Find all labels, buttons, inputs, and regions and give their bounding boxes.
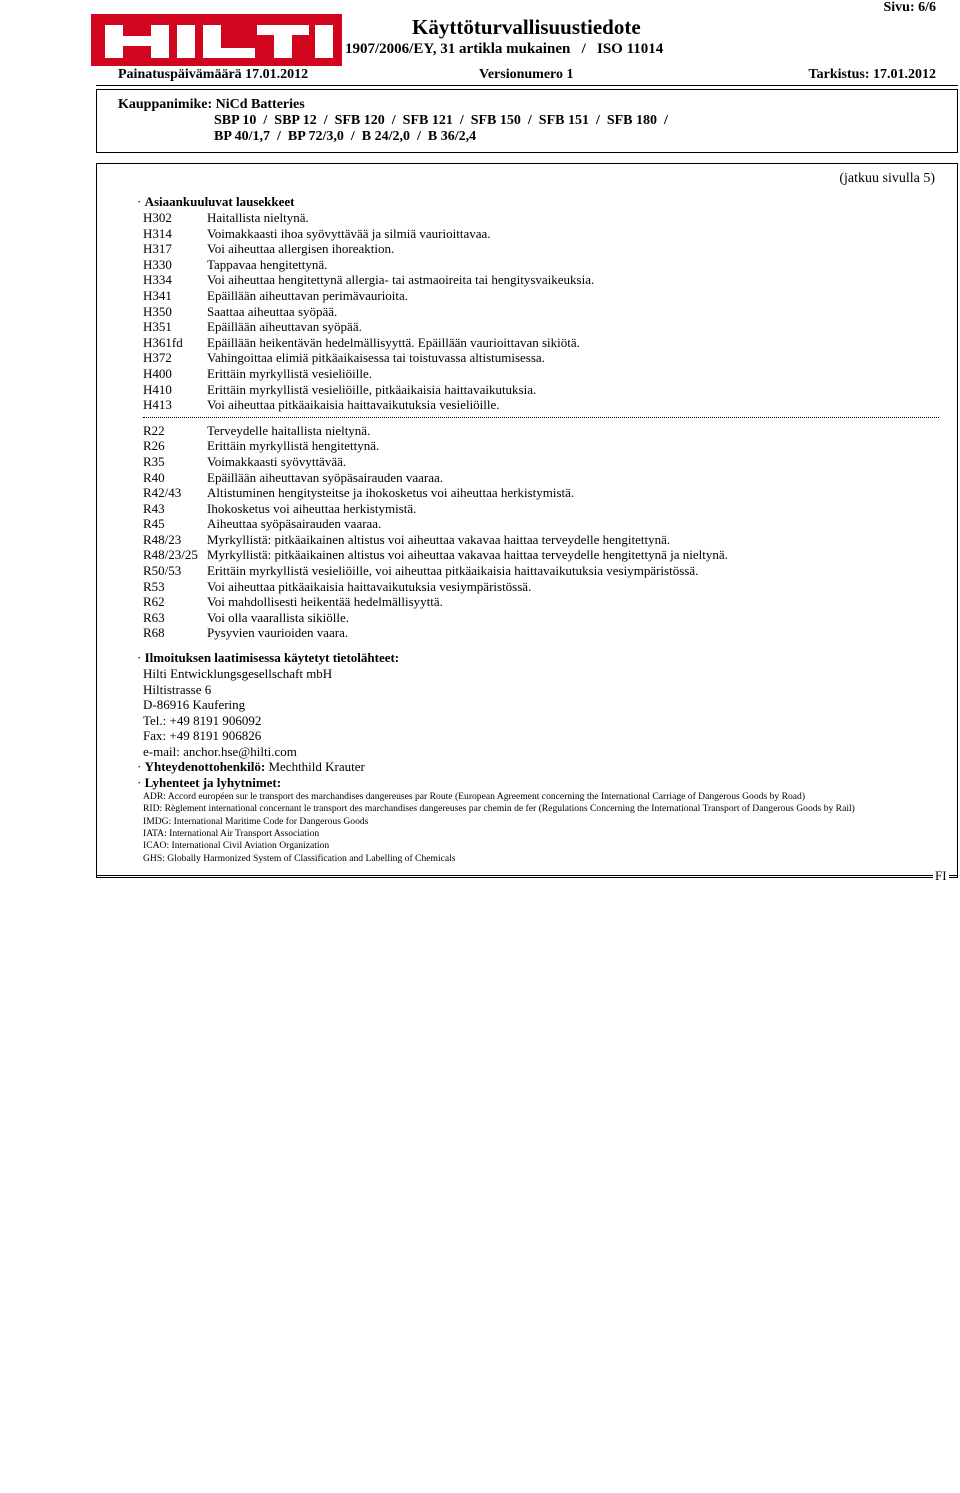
- source-line: Hiltistrasse 6: [143, 681, 212, 697]
- abbreviation-line: ADR: Accord européen sur le transport des marchandises dangereuses par Route (European Agreement concerning the International Carriage of Dangerous Goods by Road): [143, 791, 806, 803]
- h-code: H410: [143, 381, 172, 397]
- contact-value: Mechthild Krauter: [265, 759, 365, 775]
- h-text: Voi aiheuttaa pitkäaikaisia haittavaikutuksia vesieliöille.: [207, 397, 500, 413]
- abbreviation-line: ICAO: International Civil Aviation Organization: [143, 840, 330, 852]
- print-date: Painatuspäivämäärä 17.01.2012: [118, 67, 309, 82]
- r-code: R43: [143, 500, 165, 516]
- h-text: Epäillään heikentävän hedelmällisyyttä. Epäillään vaurioittavan sikiötä.: [207, 334, 580, 350]
- r-row: [137, 501, 947, 517]
- r-text: Voi mahdollisesti heikentää hedelmällisyyttä.: [207, 594, 443, 610]
- abbreviation-line: IMDG: International Maritime Code for Dangerous Goods: [143, 815, 369, 827]
- h-phrase-list: [137, 210, 947, 413]
- sources-title: Ilmoituksen laatimisessa käytetyt tietolähteet:: [144, 650, 400, 666]
- r-row: [137, 470, 947, 486]
- r-row: [137, 532, 947, 548]
- phrases-title: Asiaankuuluvat lausekkeet: [144, 194, 295, 209]
- h-code: H314: [143, 225, 172, 241]
- h-code: H334: [143, 272, 172, 288]
- bullet-dot: ·: [137, 759, 145, 775]
- dotted-separator: [143, 417, 939, 418]
- r-row: [137, 454, 947, 470]
- r-row: [137, 423, 947, 439]
- source-line: e-mail: anchor.hse@hilti.com: [143, 743, 297, 759]
- h-row: [137, 382, 947, 398]
- h-text: Vahingoittaa elimiä pitkäaikaisessa tai toistuvassa altistumisessa.: [207, 350, 545, 366]
- product-models-2: BP 40/1,7 / BP 72/3,0 / B 24/2,0 / B 36/2,4: [214, 129, 477, 144]
- h-text: Voi aiheuttaa allergisen ihoreaktion.: [207, 241, 395, 257]
- h-text: Epäillään aiheuttavan syöpää.: [207, 319, 362, 335]
- revision-date: Tarkistus: 17.01.2012: [808, 67, 936, 82]
- footer-divider: [96, 875, 958, 876]
- page-number: Sivu: 6/6: [883, 0, 936, 15]
- abbreviation-line: RID: Règlement international concernant le transport des marchandises dangereuses par chemin de fer (Regulations Concerning the International Transport of Dangerous Goods by Rail): [143, 803, 855, 815]
- r-text: Myrkyllistä: pitkäaikainen altistus voi aiheuttaa vakavaa haittaa terveydelle hengitettynä ja nieltynä.: [207, 547, 728, 563]
- h-row: [137, 350, 947, 366]
- h-row: [137, 226, 947, 242]
- r-row: [137, 516, 947, 532]
- h-row: [137, 304, 947, 320]
- h-text: Haitallista nieltynä.: [207, 210, 309, 225]
- bullet-dot: ·: [137, 194, 145, 209]
- h-code: H341: [143, 287, 172, 303]
- h-row: [137, 335, 947, 351]
- r-text: Epäillään aiheuttavan syöpäsairauden vaaraa.: [207, 469, 444, 485]
- h-code: H413: [143, 397, 172, 413]
- sources-list: [137, 666, 947, 759]
- h-code: H361fd: [143, 334, 183, 350]
- r-text: Voi olla vaarallista sikiölle.: [207, 609, 350, 625]
- r-text: Erittäin myrkyllistä vesieliöille, voi aiheuttaa pitkäaikaisia haittavaikutuksia vesiympäristössä.: [207, 563, 699, 579]
- source-line: Fax: +49 8191 906826: [143, 728, 262, 744]
- r-code: R42/43: [143, 485, 182, 501]
- r-text: Aiheuttaa syöpäsairauden vaaraa.: [207, 516, 382, 532]
- h-row: [137, 319, 947, 335]
- r-text: Myrkyllistä: pitkäaikainen altistus voi aiheuttaa vakavaa haittaa terveydelle hengitettynä.: [207, 531, 671, 547]
- h-row: [137, 272, 947, 288]
- abbreviations-list: [137, 791, 947, 865]
- r-code: R35: [143, 453, 165, 469]
- r-code: R48/23: [143, 531, 182, 547]
- continued-note: (jatkuu sivulla 5): [839, 171, 935, 186]
- h-text: Tappavaa hengitettynä.: [207, 256, 328, 272]
- r-text: Erittäin myrkyllistä hengitettynä.: [207, 438, 380, 454]
- r-text: Voimakkaasti syövyttävää.: [207, 453, 347, 469]
- h-row: [137, 257, 947, 273]
- r-code: R63: [143, 609, 165, 625]
- r-row: [137, 438, 947, 454]
- document-subtitle: 1907/2006/EY, 31 artikla mukainen / ISO 11014: [345, 41, 664, 57]
- r-phrase-list: [137, 423, 947, 641]
- header-divider: [96, 85, 958, 86]
- hilti-logo-mark: [91, 14, 342, 66]
- abbreviations-heading: [137, 775, 947, 791]
- r-row: [137, 594, 947, 610]
- trade-name: Kauppanimike: NiCd Batteries: [118, 97, 305, 112]
- language-code: FI: [935, 868, 947, 883]
- product-models-1: SBP 10 / SBP 12 / SFB 120 / SFB 121 / SFB 150 / SFB 151 / SFB 180 /: [214, 113, 668, 128]
- document-title: Käyttöturvallisuustiedote: [412, 15, 641, 39]
- version-number: Versionumero 1: [479, 67, 574, 82]
- r-text: Pysyvien vaurioiden vaara.: [207, 625, 349, 641]
- h-row: [137, 241, 947, 257]
- h-text: Voimakkaasti ihoa syövyttävää ja silmiä vaurioittavaa.: [207, 225, 491, 241]
- h-code: H400: [143, 365, 172, 381]
- r-code: R40: [143, 469, 165, 485]
- r-code: R62: [143, 594, 165, 610]
- h-code: H330: [143, 256, 172, 272]
- r-code: R68: [143, 625, 165, 641]
- r-code: R53: [143, 578, 165, 594]
- r-text: Altistuminen hengitysteitse ja ihokosketus voi aiheuttaa herkistymistä.: [207, 485, 575, 501]
- product-info: [118, 97, 668, 145]
- r-code: R45: [143, 516, 165, 532]
- source-line: Tel.: +49 8191 906092: [143, 712, 262, 728]
- main-content: [137, 194, 947, 865]
- phrases-heading: [137, 194, 947, 210]
- r-row: [137, 563, 947, 579]
- bullet-dot: ·: [137, 775, 145, 791]
- r-code: R26: [143, 438, 165, 454]
- h-text: Voi aiheuttaa hengitettynä allergia- tai astmaoireita tai hengitysvaikeuksia.: [207, 272, 595, 288]
- h-code: H372: [143, 350, 172, 366]
- h-text: Epäillään aiheuttavan perimävaurioita.: [207, 287, 409, 303]
- sources-heading: [137, 650, 947, 666]
- r-row: [137, 610, 947, 626]
- h-text: Erittäin myrkyllistä vesieliöille, pitkäaikaisia haittavaikutuksia.: [207, 381, 537, 397]
- source-line: Hilti Entwicklungsgesellschaft mbH: [143, 666, 333, 682]
- h-row: [137, 210, 947, 226]
- contact-line: [137, 759, 947, 775]
- r-row: [137, 625, 947, 641]
- abbreviations-title: Lyhenteet ja lyhytnimet:: [144, 775, 282, 791]
- contact-label: Yhteydenottohenkilö:: [144, 759, 266, 775]
- h-row: [137, 288, 947, 304]
- hilti-logo: [91, 14, 342, 66]
- r-code: R48/23/25: [143, 547, 198, 563]
- abbreviation-line: IATA: International Air Transport Association: [143, 827, 320, 839]
- h-text: Saattaa aiheuttaa syöpää.: [207, 303, 338, 319]
- r-code: R50/53: [143, 563, 182, 579]
- source-line: D-86916 Kaufering: [143, 697, 246, 713]
- r-code: R22: [143, 422, 165, 438]
- bullet-dot: ·: [137, 650, 145, 666]
- r-row: [137, 485, 947, 501]
- h-code: H351: [143, 319, 172, 335]
- r-row: [137, 547, 947, 563]
- h-code: H302: [143, 210, 172, 225]
- r-text: Ihokosketus voi aiheuttaa herkistymistä.: [207, 500, 417, 516]
- h-code: H317: [143, 241, 172, 257]
- abbreviation-line: GHS: Globally Harmonized System of Classification and Labelling of Chemicals: [143, 852, 456, 864]
- h-text: Erittäin myrkyllistä vesieliöille.: [207, 365, 372, 381]
- r-row: [137, 579, 947, 595]
- r-text: Terveydelle haitallista nieltynä.: [207, 422, 371, 438]
- h-code: H350: [143, 303, 172, 319]
- r-text: Voi aiheuttaa pitkäaikaisia haittavaikutuksia vesiympäristössä.: [207, 578, 532, 594]
- h-row: [137, 366, 947, 382]
- h-row: [137, 397, 947, 413]
